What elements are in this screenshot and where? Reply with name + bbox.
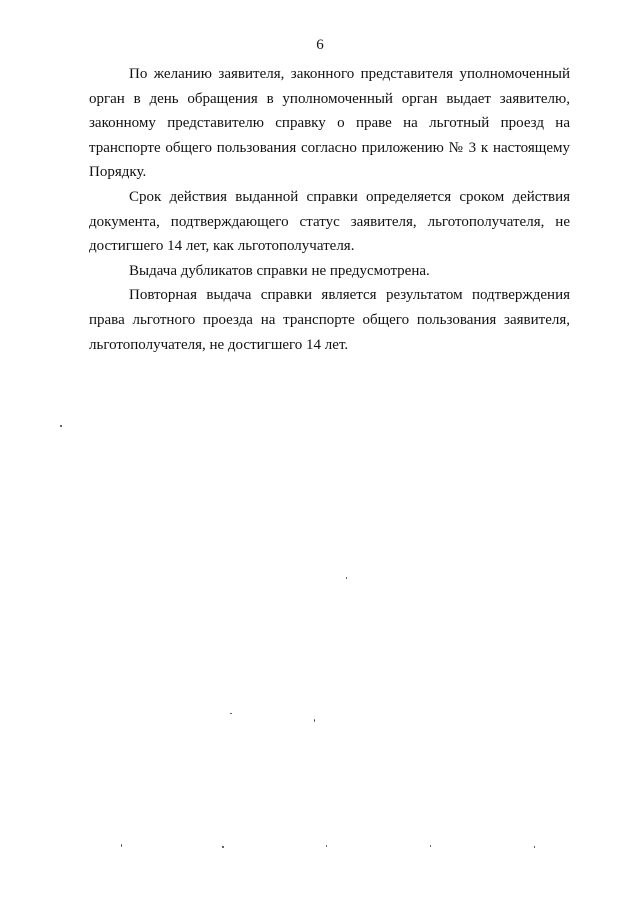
paragraph-no-duplicates: Выдача дубликатов справки не предусмотрена. [129, 262, 430, 279]
scan-speck [222, 846, 224, 848]
scan-speck [430, 845, 431, 847]
paragraph-repeat-issue: Повторная выдача справки является результатом подтверждения права льготного проезда на транспорте общего пользования заявителя, льготополучателя, не достигшего 14 лет. [89, 287, 570, 353]
page-number: 6 [316, 37, 324, 53]
paragraph-validity-period: Срок действия выданной справки определяется сроком действия документа, подтверждающего статус заявителя, льготополучателя, не достигшего 14 лет, как льготополучателя. [89, 188, 570, 255]
scan-speck [121, 844, 122, 847]
scan-speck [326, 845, 327, 847]
paragraph-issue-certificate: По желанию заявителя, законного представителя уполномоченный орган в день обращения в уполномоченный орган выдает заявителю, законному представителю справку о праве на льготный проезд на транспорте общего пользования согласно приложению № 3 к настоящему Порядку. [89, 66, 570, 181]
scan-speck [230, 713, 232, 714]
scan-speck [534, 846, 535, 848]
scan-speck [314, 719, 315, 722]
body-text [89, 62, 570, 357]
scan-speck [346, 577, 347, 579]
scan-speck [60, 425, 62, 427]
